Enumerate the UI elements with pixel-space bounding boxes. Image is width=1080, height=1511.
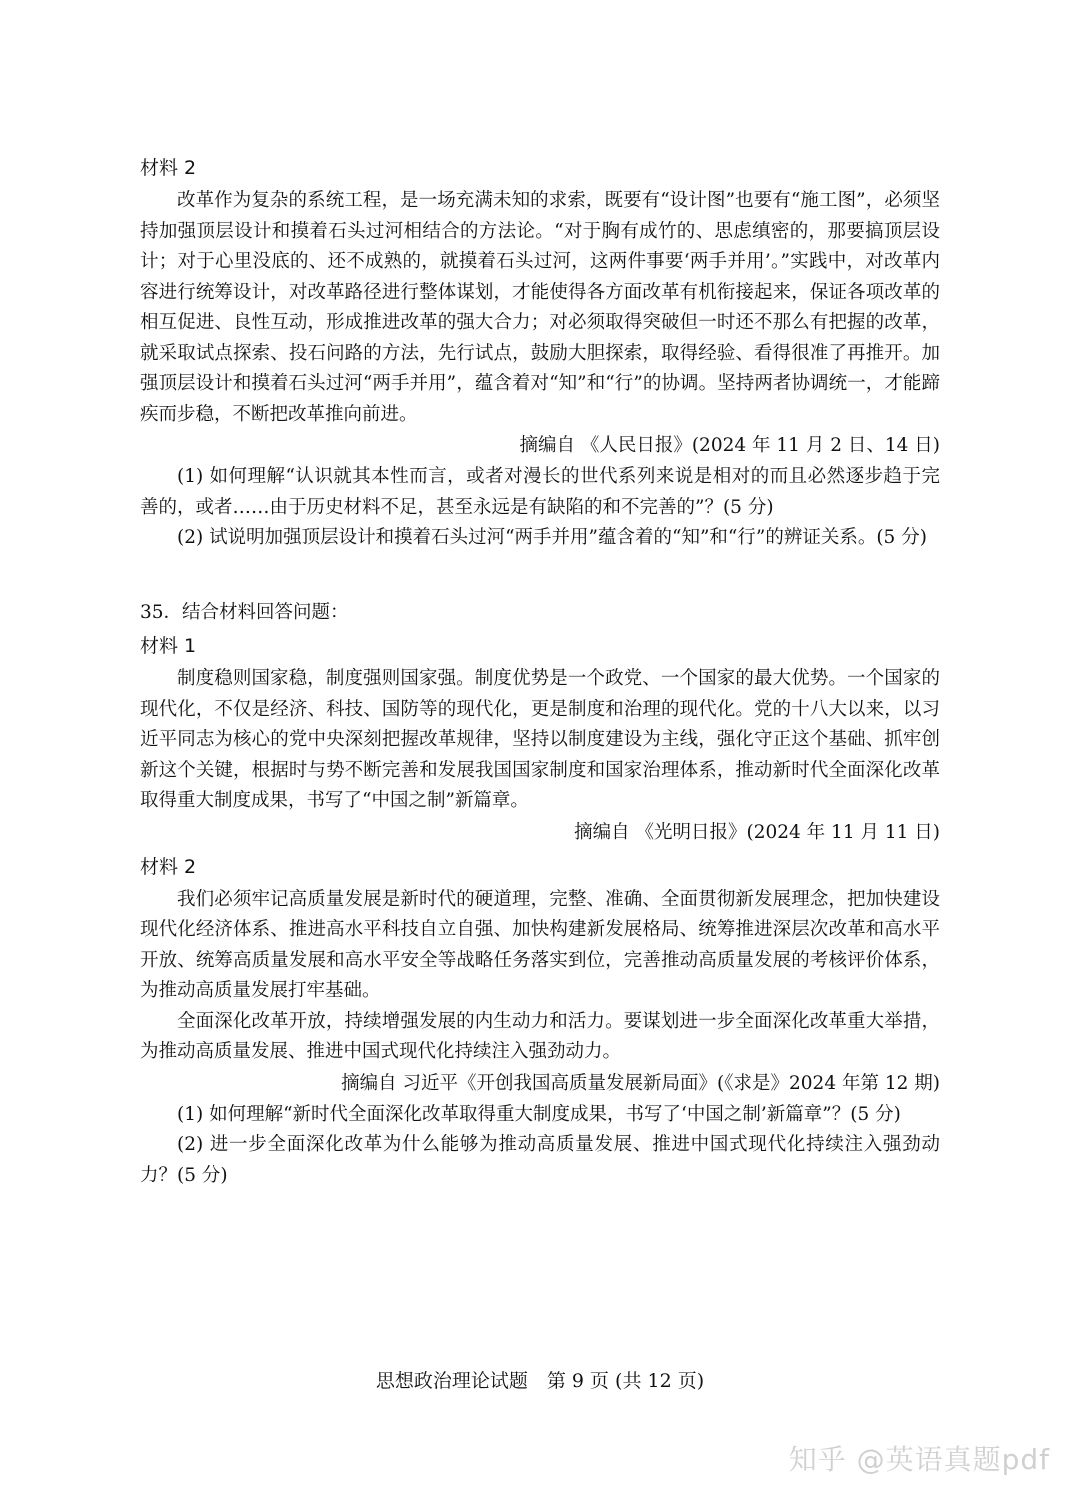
q35-material1-paragraph: 制度稳则国家稳，制度强则国家强。制度优势是一个政党、一个国家的最大优势。一个国家的现代化，不仅是经济、科技、国防等的现代化，更是制度和治理的现代化。党的十八大以来，以习近平同志为核心的党中央深刻把握改革规律，坚持以制度建设为主线，强化守正这个基础、抓牢创新这个关键，根据时与势不断完善和发展我国国家制度和国家治理体系，推动新时代全面深化改革取得重大制度成果，书写了“中国之制”新篇章。 [140,668,940,811]
exam-page [140,150,940,1191]
q34-material2-label: 材料 2 [140,157,197,179]
q35-material1-source: 摘编自 《光明日报》(2024 年 11 月 11 日) [574,821,940,843]
q34-material2-paragraph: 改革作为复杂的系统工程，是一场充满未知的求索，既要有“设计图”也要有“施工图”，必须坚持加强顶层设计和摸着石头过河相结合的方法论。“对于胸有成竹的、思虑缜密的，那要搞顶层设计；对于心里没底的、还不成熟的，就摸着石头过河，这两件事要‘两手并用’。”实践中，对改革内容进行统筹设计，对改革路径进行整体谋划，才能使得各方面改革有机衔接起来，保证各项改革的相互促进、良性互动，形成推进改革的强大合力；对必须取得突破但一时还不那么有把握的改革，就采取试点探索、投石问路的方法，先行试点，鼓励大胆探索，取得经验、看得很准了再推开。加强顶层设计和摸着石头过河“两手并用”，蕴含着对“知”和“行”的协调。坚持两者协调统一，才能蹄疾而步稳，不断把改革推向前进。 [140,190,940,425]
q35-material2-label: 材料 2 [140,855,197,878]
q35-material2-paragraph-2: 全面深化改革开放，持续增强发展的内生动力和活力。要谋划进一步全面深化改革重大举措，为推动高质量发展、推进中国式现代化持续注入强劲动力。 [140,1010,940,1062]
q35-question-2: (2) 进一步全面深化改革为什么能够为推动高质量发展、推进中国式现代化持续注入强劲动力？(5 分) [140,1134,940,1186]
q34-question-1: (1) 如何理解“认识就其本性而言，或者对漫长的世代系列来说是相对的而且必然逐步趋于完善的，或者……由于历史材料不足，甚至永远是有缺陷的和不完善的”？(5 分) [140,466,940,518]
q35-material1-label: 材料 1 [140,635,197,657]
q34-material2-source: 摘编自 《人民日报》(2024 年 11 月 2 日、14 日) [519,435,940,456]
q35-material2-source: 摘编自 习近平《开创我国高质量发展新局面》(《求是》2024 年第 12 期) [341,1072,940,1094]
watermark: 知乎 @英语真题pdf [788,1443,1050,1476]
page-footer: 思想政治理论试题 第 9 页 (共 12 页) [375,1370,705,1392]
q35-heading: 35．结合材料回答问题： [140,601,349,623]
q34-question-2: (2) 试说明加强顶层设计和摸着石头过河“两手并用”蕴含着的“知”和“行”的辨证关系。(5 分) [177,527,927,548]
q35-material2-paragraph-1: 我们必须牢记高质量发展是新时代的硬道理，完整、准确、全面贯彻新发展理念，把加快建设现代化经济体系、推进高水平科技自立自强、加快构建新发展格局、统筹推进深层次改革和高水平开放、统筹高质量发展和高水平安全等战略任务落实到位，完善推动高质量发展的考核评价体系，为推动高质量发展打牢基础。 [140,888,940,1001]
q35-question-1: (1) 如何理解“新时代全面深化改革取得重大制度成果，书写了‘中国之制’新篇章”？(5 分) [177,1103,901,1125]
